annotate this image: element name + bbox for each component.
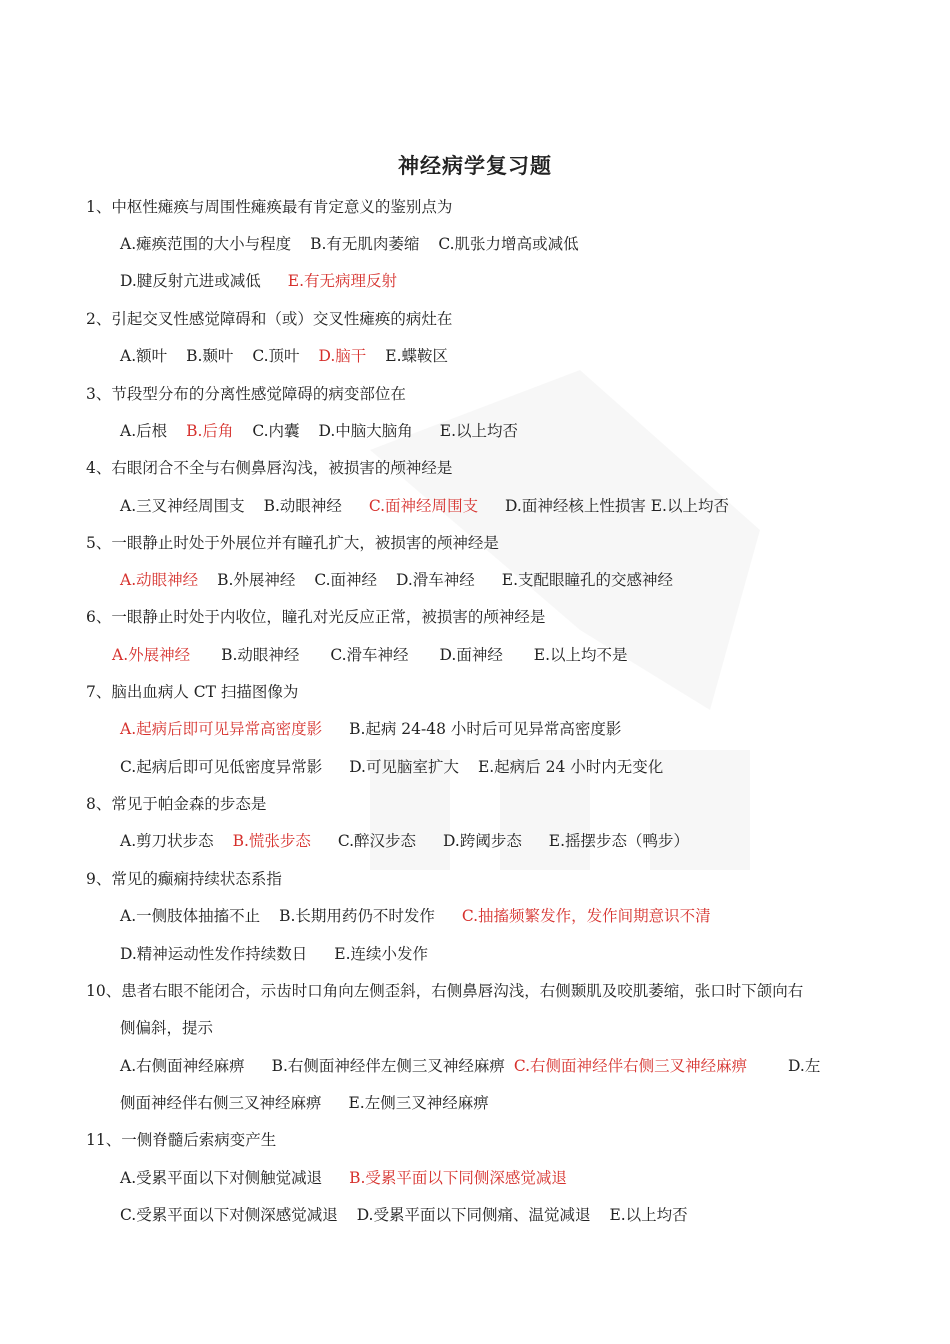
option: A.一侧肢体抽搐不止 (120, 907, 261, 925)
option: B.颞叶 (186, 347, 234, 365)
option: E.起病后 24 小时内无变化 (477, 758, 664, 776)
correct-option: E.有无病理反射 (287, 272, 397, 290)
option: A.右侧面神经麻痹 (120, 1057, 245, 1075)
correct-option: B.受累平面以下同侧深感觉减退 (349, 1169, 567, 1187)
option: A.额叶 (120, 347, 168, 365)
option-line (112, 644, 642, 666)
option: E.蝶鞍区 (385, 347, 448, 365)
question-stem: 6、一眼静止时处于内收位，瞳孔对光反应正常，被损害的颅神经是 (86, 608, 546, 626)
question-stem: 7、脑出血病人 CT 扫描图像为 (86, 683, 299, 701)
option-line (120, 905, 725, 927)
option-line (120, 1167, 581, 1189)
option-line (120, 495, 743, 517)
option: D.精神运动性发作持续数日 (120, 945, 308, 963)
option-line (120, 1204, 702, 1226)
option: D.滑车神经 (396, 571, 475, 589)
option: 侧面神经伴右侧三叉神经麻痹 (120, 1094, 322, 1112)
option-line (120, 270, 411, 292)
option: B.起病 24-48 小时后可见异常高密度影 (349, 720, 622, 738)
document-title: 神经病学复习题 (398, 153, 552, 178)
option: A.后根 (120, 422, 168, 440)
option: D.中脑大脑角 (318, 422, 413, 440)
option: B.长期用药仍不时发作 (279, 907, 435, 925)
correct-option: A.起病后即可见异常高密度影 (120, 720, 323, 738)
option: C.醉汉步态 (337, 832, 417, 850)
question-stem-continued: 侧偏斜，提示 (120, 1019, 214, 1037)
correct-option: C.抽搐频繁发作，发作间期意识不清 (461, 907, 711, 925)
option-line (120, 420, 532, 442)
option: A.瘫痪范围的大小与程度 (120, 235, 292, 253)
correct-option: B.慌张步态 (232, 832, 311, 850)
option: A.受累平面以下对侧触觉减退 (120, 1169, 323, 1187)
option: D.面神经 (439, 646, 503, 664)
correct-option: A.外展神经 (112, 646, 191, 664)
option: C.受累平面以下对侧深感觉减退 (120, 1206, 338, 1224)
question-stem: 9、常见的癫痫持续状态系指 (86, 870, 282, 888)
option: C.面神经 (314, 571, 378, 589)
question-stem: 2、引起交叉性感觉障碍和（或）交叉性瘫痪的病灶在 (86, 310, 453, 328)
option: D.面神经核上性损害 E.以上均否 (505, 497, 729, 515)
option: B.动眼神经 (221, 646, 300, 664)
question-stem: 1、中枢性瘫痪与周围性瘫痪最有肯定意义的鉴别点为 (86, 198, 453, 216)
correct-option: D.脑干 (318, 347, 367, 365)
option: E.连续小发作 (334, 945, 428, 963)
option-line (120, 830, 703, 852)
correct-option: B.后角 (186, 422, 234, 440)
question-stem: 8、常见于帕金森的步态是 (86, 795, 267, 813)
option: E.以上均不是 (533, 646, 628, 664)
option: B.有无肌肉萎缩 (310, 235, 420, 253)
option: E.左侧三叉神经麻痹 (348, 1094, 489, 1112)
option: D.左 (788, 1057, 821, 1075)
option: A.三叉神经周围支 (120, 497, 245, 515)
question-stem: 4、右眼闭合不全与右侧鼻唇沟浅，被损害的颅神经是 (86, 459, 453, 477)
question-stem: 5、一眼静止时处于外展位并有瞳孔扩大，被损害的颅神经是 (86, 534, 499, 552)
option: D.跨阈步态 (443, 832, 522, 850)
option: C.起病后即可见低密度异常影 (120, 758, 323, 776)
option: D.受累平面以下同侧痛、温觉减退 (356, 1206, 591, 1224)
option: E.摇摆步态（鸭步） (548, 832, 690, 850)
correct-option: A.动眼神经 (120, 571, 199, 589)
option-line (120, 345, 462, 367)
option: B.动眼神经 (263, 497, 342, 515)
option: D.腱反射亢进或减低 (120, 272, 261, 290)
option: B.右侧面神经伴左侧三叉神经麻痹 (271, 1057, 505, 1075)
question-stem: 3、节段型分布的分离性感觉障碍的病变部位在 (86, 385, 406, 403)
option-line (120, 1092, 503, 1114)
option: C.肌张力增高或减低 (438, 235, 579, 253)
option-line (120, 569, 687, 591)
question-stem: 10、患者右眼不能闭合，示齿时口角向左侧歪斜，右侧鼻唇沟浅，右侧颞肌及咬肌萎缩，张口时下颌向右 (86, 982, 804, 1000)
option: C.内囊 (252, 422, 300, 440)
option: E.支配眼瞳孔的交感神经 (501, 571, 673, 589)
question-stem: 11、一侧脊髓后索病变产生 (86, 1131, 277, 1149)
option-line (120, 718, 635, 740)
option-line (120, 756, 677, 778)
option: C.顶叶 (252, 347, 300, 365)
correct-option: C.右侧面神经伴右侧三叉神经麻痹 (513, 1057, 748, 1075)
option: C.滑车神经 (330, 646, 409, 664)
correct-option: C.面神经周围支 (368, 497, 479, 515)
option-line (120, 1055, 862, 1077)
option: E.以上均否 (439, 422, 518, 440)
option-line (120, 233, 593, 255)
option: E.以上均否 (609, 1206, 688, 1224)
option: B.外展神经 (217, 571, 296, 589)
option: A.剪刀状步态 (120, 832, 214, 850)
option: D.可见脑室扩大 (349, 758, 459, 776)
option-line (120, 943, 442, 965)
